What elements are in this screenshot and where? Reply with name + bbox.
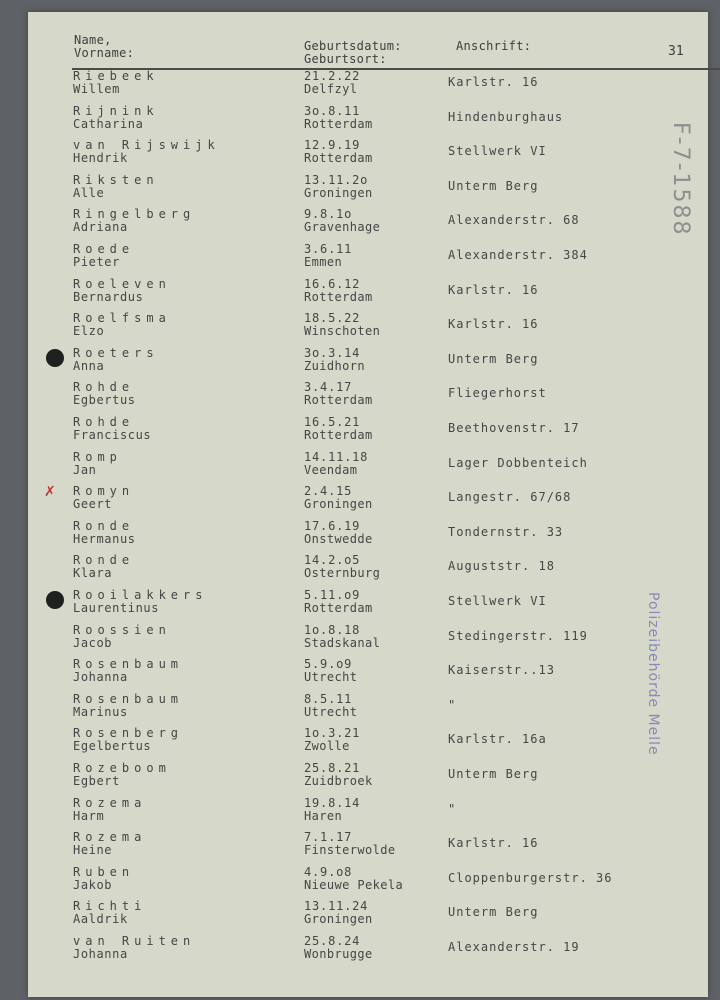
surname-text: Roede [73,242,135,256]
black-dot-mark [46,349,64,367]
surname-text: Ringelberg [73,207,196,222]
list-item [28,347,708,381]
birth-date-text: 3.6.11 [304,242,353,256]
surname-text: van Rijswijk [73,138,220,153]
birth-date-text: 5.11.o9 [304,588,361,602]
given-name-text: Jakob [73,877,113,892]
birth-place-text: Haren [304,808,343,823]
given-name-text: Laurentinus [73,601,160,615]
birth-date-text: 25.8.21 [304,761,361,775]
birth-place-text: Rotterdam [304,601,373,615]
birth-place-text: Delfzyl [304,82,358,96]
surname-text: Romp [73,449,122,464]
address-text: Hindenburghaus [448,109,564,124]
birth-date-text: 5.9.o9 [304,657,353,672]
address-text: Karlstr. 16a [448,732,547,747]
given-name-text: Marinus [73,704,128,719]
address-text: " [448,697,457,712]
birth-place-text: Rotterdam [304,428,373,442]
surname-text: Richti [73,899,147,914]
header-anschrift-label: Anschrift: [456,39,532,53]
list-item [28,831,708,865]
birth-date-text: 8.5.11 [304,691,353,706]
birth-place-text: Emmen [304,255,343,269]
birth-date-text: 18.5.22 [304,311,361,326]
given-name-text: Willem [73,82,120,96]
address-text: Karlstr. 16 [448,317,539,332]
birth-place-text: Rotterdam [304,151,373,166]
given-name-text: Franciscus [73,428,152,442]
birth-place-text: Groningen [304,185,373,200]
birth-date-text: 16.5.21 [304,415,361,429]
list-item [28,139,708,173]
list-item [28,485,708,519]
birth-place-text: Zuidbroek [304,774,373,788]
address-text: Karlstr. 16 [448,75,539,89]
surname-text: Rooilakkers [73,588,208,602]
list-item [28,762,708,796]
birth-date-text: 7.1.17 [304,830,353,845]
address-text: Lager Dobbenteich [448,455,588,470]
birth-place-text: Winschoten [304,324,381,339]
birth-place-text: Osternburg [304,566,381,581]
birth-date-text: 14.11.18 [304,449,369,464]
header-geburtsort-label: Geburtsort: [304,52,387,66]
birth-place-text: Stadskanal [304,635,381,650]
address-text: Karlstr. 16 [448,836,539,851]
given-name-text: Bernardus [73,289,144,304]
address-text: Unterm Berg [448,178,539,193]
birth-date-text: 21.2.22 [304,69,361,83]
given-name-text: Hendrik [73,151,128,166]
list-item [28,243,708,277]
given-name-text: Heine [73,843,113,858]
surname-text: Rozema [73,830,147,845]
surname-text: Roossien [73,622,171,637]
surname-text: Ruben [73,864,135,879]
page-number: 31 [668,44,684,59]
list-item [28,554,708,588]
address-text: Auguststr. 18 [448,559,555,574]
given-name-text: Klara [73,566,113,581]
list-item [28,900,708,934]
birth-place-text: Rotterdam [304,289,373,304]
birth-date-text: 19.8.14 [304,795,361,810]
list-item [28,381,708,415]
pencil-annotation: F-7-1588 [668,122,693,237]
header-vorname-label: Vorname: [74,46,135,60]
birth-date-text: 14.2.o5 [304,553,361,568]
given-name-text: Pieter [73,255,120,269]
surname-text: Rozeboom [73,761,171,775]
birth-date-text: 17.6.19 [304,518,361,533]
address-text: " [448,801,457,816]
address-text: Alexanderstr. 384 [448,248,588,262]
given-name-text: Johanna [73,670,128,685]
list-item [28,70,708,104]
address-text: Stellwerk VI [448,144,547,159]
address-text: Unterm Berg [448,351,539,366]
document-page [28,12,708,997]
birth-place-text: Zuidhorn [304,358,365,373]
address-text: Fliegerhorst [448,386,547,401]
birth-date-text: 25.8.24 [304,934,361,948]
birth-date-text: 3o.8.11 [304,103,361,118]
given-name-text: Harm [73,808,105,823]
address-text: Stellwerk VI [448,594,547,608]
birth-date-text: 1o.8.18 [304,622,361,637]
birth-date-text: 2.4.15 [304,484,353,499]
list-item [28,866,708,900]
given-name-text: Aaldrik [73,912,128,927]
surname-text: Roeleven [73,276,171,291]
surname-text: Romyn [73,484,135,499]
surname-text: Ronde [73,553,135,568]
birth-place-text: Utrecht [304,670,358,685]
birth-place-text: Utrecht [304,704,358,719]
header-geburtsdatum-label: Geburtsdatum: [304,39,402,53]
surname-text: Riksten [73,172,159,187]
birth-date-text: 3o.3.14 [304,345,361,360]
surname-text: Rohde [73,380,135,395]
address-text: Langestr. 67/68 [448,490,572,505]
birth-place-text: Nieuwe Pekela [304,877,404,892]
given-name-text: Anna [73,358,105,373]
list-item [28,589,708,623]
list-item [28,105,708,139]
surname-text: Roeters [73,345,159,360]
list-item [28,693,708,727]
given-name-text: Jacob [73,635,113,650]
given-name-text: Egelbertus [73,739,152,754]
surname-text: Rosenbaum [73,691,184,706]
list-item [28,520,708,554]
birth-place-text: Gravenhage [304,220,381,235]
surname-text: Rosenbaum [73,657,184,672]
given-name-text: Geert [73,497,113,512]
address-text: Beethovenstr. 17 [448,421,580,435]
list-item [28,797,708,831]
address-text: Tondernstr. 33 [448,524,564,539]
birth-date-text: 16.6.12 [304,276,361,291]
header-name-label: Name, [74,33,112,47]
address-text: Unterm Berg [448,905,539,920]
birth-place-text: Wonbrugge [304,947,373,961]
address-text: Unterm Berg [448,767,539,781]
given-name-text: Alle [73,185,105,200]
surname-text: Rosenberg [73,726,184,741]
given-name-text: Jan [73,462,97,477]
birth-place-text: Groningen [304,497,373,512]
given-name-text: Catharina [73,116,144,131]
given-name-text: Elzo [73,324,105,339]
birth-place-text: Rotterdam [304,116,373,131]
list-item [28,658,708,692]
list-item [28,451,708,485]
birth-place-text: Finsterwolde [304,843,396,858]
surname-text: Ronde [73,518,135,533]
birth-place-text: Rotterdam [304,393,373,408]
birth-place-text: Zwolle [304,739,350,754]
birth-date-text: 3.4.17 [304,380,353,395]
address-text: Alexanderstr. 19 [448,940,580,954]
birth-date-text: 9.8.1o [304,207,353,222]
address-text: Cloppenburgerstr. 36 [448,870,613,885]
birth-date-text: 13.11.2o [304,172,369,187]
list-item [28,935,708,969]
birth-date-text: 12.9.19 [304,138,361,153]
surname-text: Riebeek [73,69,159,83]
birth-date-text: 13.11.24 [304,899,369,914]
given-name-text: Johanna [73,947,128,961]
surname-text: Rohde [73,415,135,429]
list-item [28,416,708,450]
police-stamp: Polizeibehörde Melle [645,592,661,756]
given-name-text: Egbert [73,774,120,788]
black-dot-mark [46,591,64,609]
list-item [28,278,708,312]
address-text: Stedingerstr. 119 [448,628,588,643]
given-name-text: Adriana [73,220,128,235]
list-item [28,174,708,208]
address-text: Karlstr. 16 [448,282,539,297]
given-name-text: Egbertus [73,393,136,408]
birth-date-text: 1o.3.21 [304,726,361,741]
address-text: Alexanderstr. 68 [448,213,580,228]
birth-date-text: 4.9.o8 [304,864,353,879]
list-item [28,624,708,658]
list-item [28,208,708,242]
red-x-mark: ✗ [44,484,56,501]
birth-place-text: Groningen [304,912,373,927]
surname-text: Rijnink [73,103,159,118]
surname-text: Rozema [73,795,147,810]
surname-text: Roelfsma [73,311,171,326]
list-item [28,312,708,346]
birth-place-text: Onstwedde [304,531,373,546]
list-item [28,727,708,761]
address-text: Kaiserstr..13 [448,663,555,678]
surname-text: van Ruiten [73,934,196,948]
given-name-text: Hermanus [73,531,136,546]
birth-place-text: Veendam [304,462,358,477]
